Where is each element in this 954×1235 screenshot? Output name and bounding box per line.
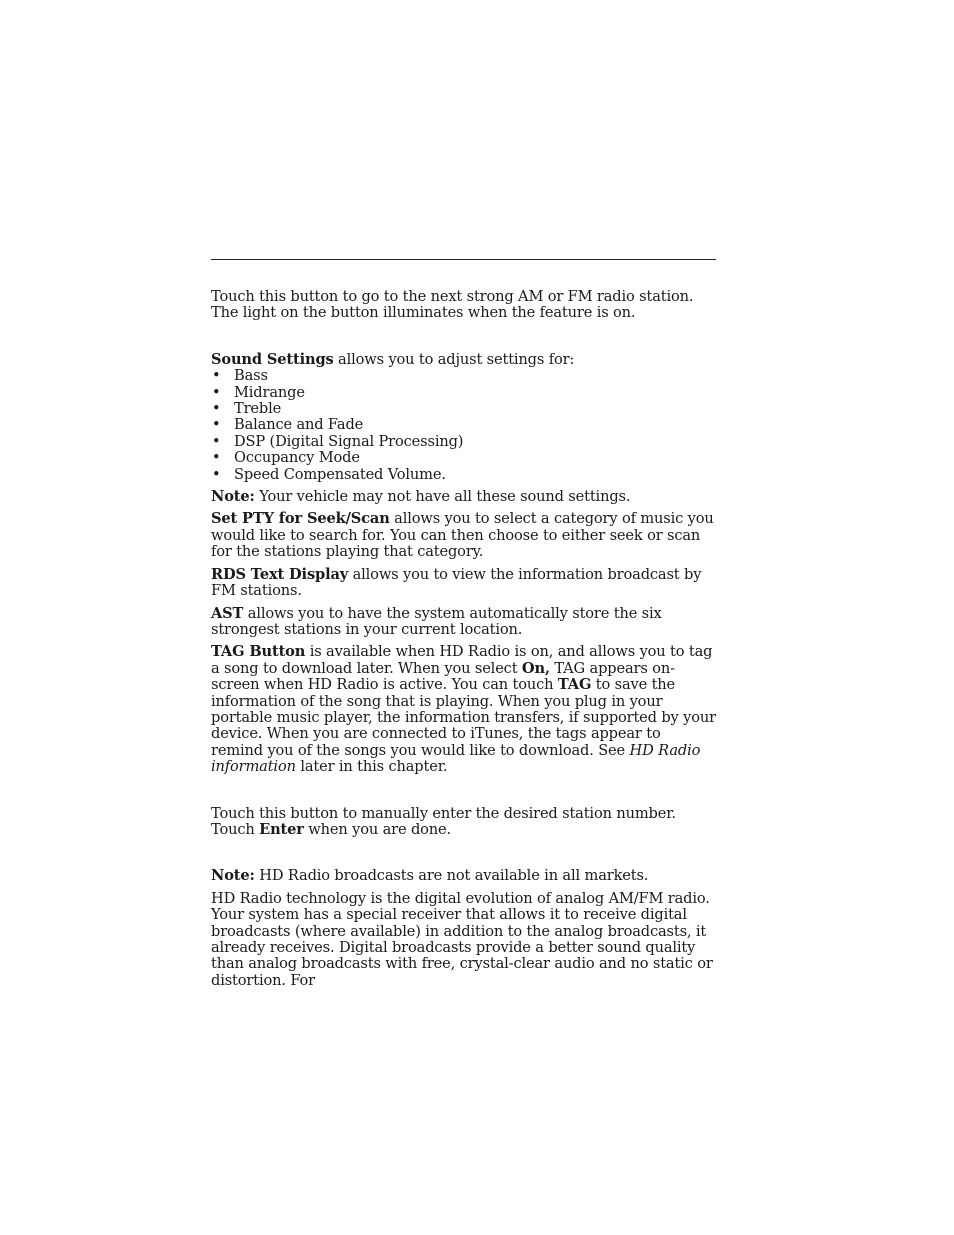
pty-description: Set PTY for Seek/Scan allows you to select a category of music you would like to search for. You can then choose to either seek or scan for the stations playing that category. <box>211 510 714 561</box>
list-item: • Bass <box>212 367 268 385</box>
hd-radio-description: HD Radio technology is the digital evolution of analog AM/FM radio. Your system has a special receiver that allows it to receive digital broadcasts (where available) in addition to the analog broadcasts, it already receives. Digital broadcasts provide a better sound quality than analog broadcasts with free, crystal-clear audio and no static or distortion. For <box>211 889 713 989</box>
sound-settings-term: Sound Settings <box>211 350 334 368</box>
sound-settings-intro: Sound Settings allows you to adjust settings for: <box>211 350 575 368</box>
bullet-icon: • <box>212 465 221 483</box>
tag-description: TAG Button is available when HD Radio is on, and allows you to tag a song to download later. When you select On, TAG appears on-screen when HD Radio is active. You can touch TAG to save the information of the song that is playing. When you plug in your portable music player, the information transfers, if supported by your device. When you are connected to iTunes, the tags appear to remind you of the songs you would like to download. See HD Radio information later in this chapter. <box>211 643 716 776</box>
bullet-icon: • <box>212 449 221 467</box>
document-body <box>211 289 717 989</box>
list-item: • Occupancy Mode <box>212 449 360 467</box>
list-item: • Midrange <box>212 383 305 401</box>
direct-tune-description: Touch this button to manually enter the desired station number. Touch Enter when you are done. <box>211 804 676 838</box>
note-sound-settings: Note: Your vehicle may not have all these sound settings. <box>211 488 631 506</box>
note-hd-radio: Note: HD Radio broadcasts are not available in all markets. <box>211 867 649 885</box>
header-rule <box>211 259 716 260</box>
list-item: • Speed Compensated Volume. <box>212 465 446 483</box>
bullet-icon: • <box>212 416 221 434</box>
sound-settings-list <box>211 368 717 483</box>
list-item: • DSP (Digital Signal Processing) <box>212 432 464 450</box>
list-item: • Treble <box>212 400 282 418</box>
bullet-icon: • <box>212 400 221 418</box>
ast-description: AST allows you to have the system automatically store the six strongest stations in your current location. <box>211 604 662 638</box>
sound-settings-section <box>211 352 717 483</box>
seek-description: Touch this button to go to the next strong AM or FM radio station. The light on the button illuminates when the feature is on. <box>211 288 694 322</box>
rds-description: RDS Text Display allows you to view the information broadcast by FM stations. <box>211 565 702 600</box>
hd-radio-information-reference: HD Radio information <box>211 741 701 776</box>
bullet-icon: • <box>212 432 221 450</box>
bullet-icon: • <box>212 367 221 385</box>
list-item: • Balance and Fade <box>212 416 364 434</box>
bullet-icon: • <box>212 383 221 401</box>
